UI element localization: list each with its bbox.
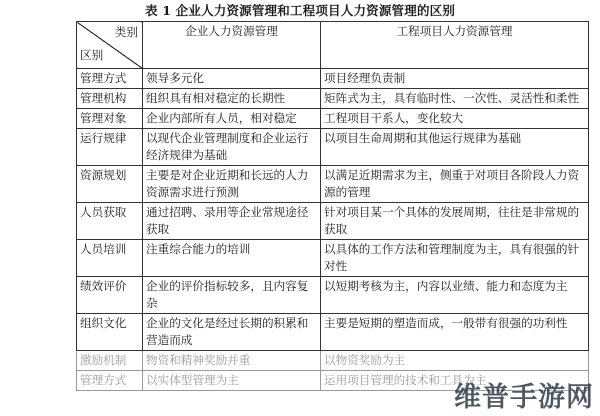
table-row [77,277,589,314]
enterprise-cell: 企业的评价指标较多，且内容复杂 [143,277,321,314]
table-row [77,129,589,166]
enterprise-cell: 物资和精神奖励并重 [143,351,321,371]
row-label: 绩效评价 [77,277,143,314]
column-header-project: 工程项目人力资源管理 [321,22,589,69]
comparison-table [76,21,589,391]
project-cell: 工程项目干系人，变化较大 [321,109,589,129]
table-row [77,203,589,240]
header-category-label: 类别 [114,25,138,39]
project-cell: 主要是短期的塑造而成，一般带有很强的功利性 [321,314,589,351]
table-row [77,240,589,277]
enterprise-cell: 以现代企业管理制度和企业运行经济规律为基础 [143,129,321,166]
enterprise-cell: 通过招聘、录用等企业常规途径获取 [143,203,321,240]
project-cell: 针对项目某一个具体的发展周期，往往是非常规的获取 [321,203,589,240]
table-row [77,89,589,109]
row-label: 运行规律 [77,129,143,166]
header-difference-label: 区别 [80,48,104,62]
row-label: 人员获取 [77,203,143,240]
enterprise-cell: 领导多元化 [143,69,321,89]
project-cell: 项目经理负责制 [321,69,589,89]
table-row [77,351,589,371]
table-row [77,166,589,203]
table-row [77,69,589,89]
enterprise-cell: 注重综合能力的培训 [143,240,321,277]
row-label: 管理方式 [77,371,143,391]
site-watermark: 维普手游网 [454,382,594,413]
row-label: 资源规划 [77,166,143,203]
row-label: 管理对象 [77,109,143,129]
row-label: 激励机制 [77,351,143,371]
enterprise-cell: 组织具有相对稳定的长期性 [143,89,321,109]
table-row [77,109,589,129]
enterprise-cell: 以实体型管理为主 [143,371,321,391]
project-cell: 以项目生命周期和其他运行规律为基础 [321,129,589,166]
project-cell: 以满足近期需求为主，侧重于对项目各阶段人力资源的管理 [321,166,589,203]
enterprise-cell: 主要是对企业近期和长远的人力资源需求进行预测 [143,166,321,203]
enterprise-cell: 企业的文化是经过长期的积累和营造而成 [143,314,321,351]
project-cell: 以物资奖励为主 [321,351,589,371]
row-label: 人员培训 [77,240,143,277]
project-cell: 以短期考核为主，内容以业绩、能力和态度为主 [321,277,589,314]
table-title: 表 1 企业人力资源管理和工程项目人力资源管理的区别 [144,3,456,18]
project-cell: 矩阵式为主，具有临时性、一次性、灵活性和柔性 [321,89,589,109]
row-label: 管理机构 [77,89,143,109]
project-cell: 运用项目管理的技术和工具为主 [321,371,589,391]
column-header-enterprise: 企业人力资源管理 [143,22,321,69]
enterprise-cell: 企业内部所有人员，相对稳定 [143,109,321,129]
row-label: 管理方式 [77,69,143,89]
table-row [77,314,589,351]
table-header-row [77,22,589,69]
row-label: 组织文化 [77,314,143,351]
project-cell: 以具体的工作方法和管理制度为主，具有很强的针对性 [321,240,589,277]
diagonal-header-cell [77,22,143,69]
